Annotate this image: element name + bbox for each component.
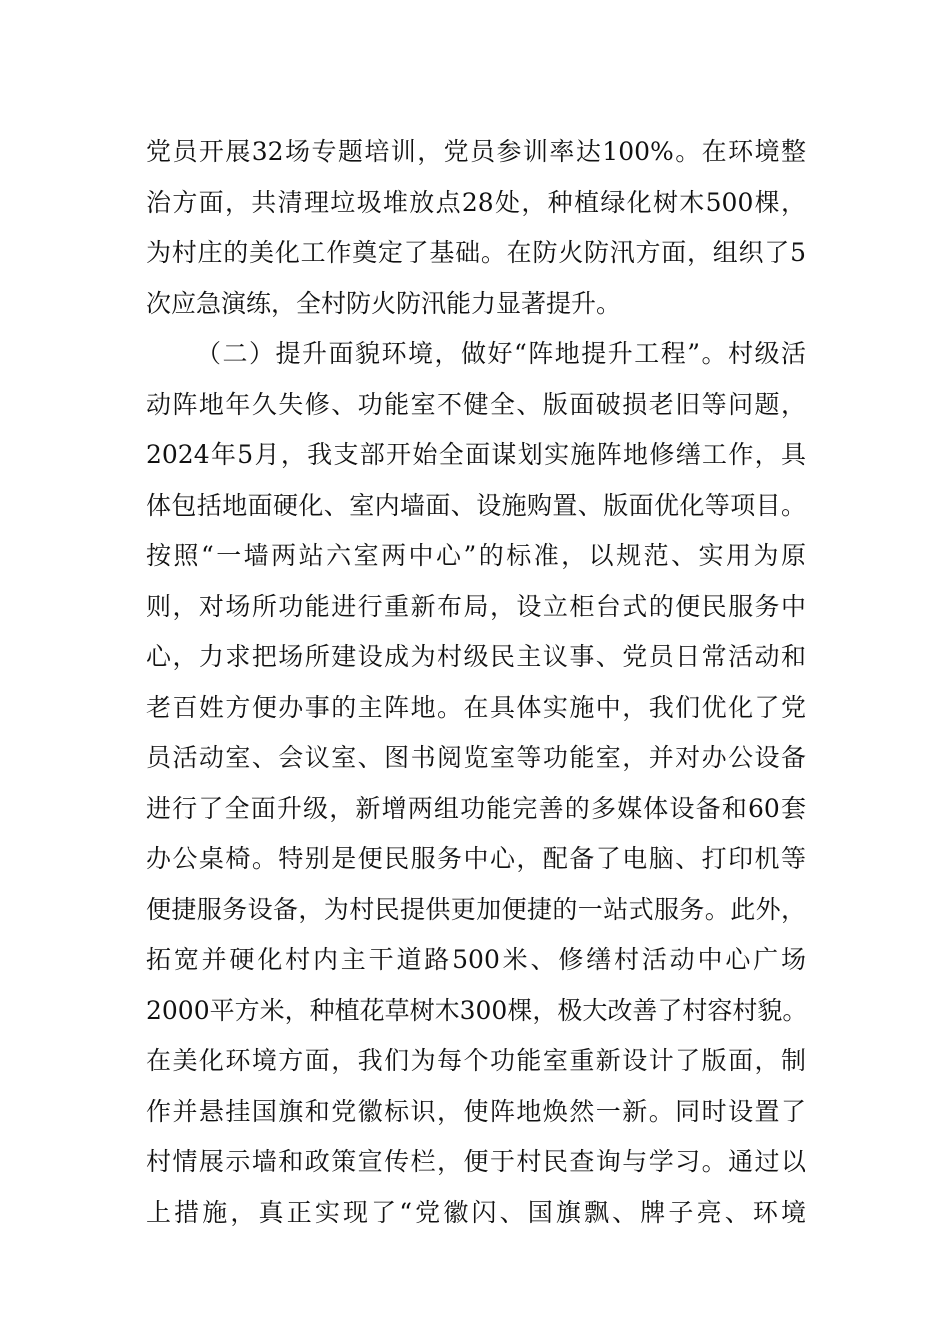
text-line: 为村庄的美化工作奠定了基础。在防火防汛方面，组织了5 — [146, 238, 806, 267]
text-line: 次应急演练，全村防火防汛能力显著提升。 — [146, 288, 622, 318]
text-line: 便捷服务设备，为村民提供更加便捷的一站式服务。此外， — [146, 894, 806, 924]
text-line: 则，对场所功能进行重新布局，设立柜台式的便民服务中 — [146, 591, 806, 621]
text-line: 进行了全面升级，新增两组功能完善的多媒体设备和60套 — [146, 793, 806, 823]
text-line: 2000平方米，种植花草树木300棵，极大改善了村容村貌。 — [146, 995, 808, 1025]
text-line: 按照“一墙两站六室两中心”的标准，以规范、实用为原 — [146, 541, 806, 570]
text-line: 员活动室、会议室、图书阅览室等功能室，并对办公设备 — [146, 743, 806, 772]
text-line: 老百姓方便办事的主阵地。在具体实施中，我们优化了党 — [146, 692, 806, 722]
text-line: 上措施，真正实现了“党徽闪、国旗飘、牌子亮、环境 — [146, 1197, 806, 1227]
text-line: 党员开展32场专题培训，党员参训率达100%。在环境整 — [146, 137, 806, 166]
text-line: 办公桌椅。特别是便民服务中心，配备了电脑、打印机等 — [146, 844, 806, 873]
text-line: 动阵地年久失修、功能室不健全、版面破损老旧等问题， — [146, 389, 806, 419]
text-line: 拓宽并硬化村内主干道路500米、修缮村活动中心广场 — [146, 945, 806, 974]
paragraph-heading-line: （二）提升面貌环境，做好“阵地提升工程”。村级活 — [196, 339, 806, 368]
text-line: 作并悬挂国旗和党徽标识，使阵地焕然一新。同时设置了 — [146, 1096, 806, 1126]
text-line: 治方面，共清理垃圾堆放点28处，种植绿化树木500棵， — [146, 187, 806, 217]
text-line: 村情展示墙和政策宣传栏，便于村民查询与学习。通过以 — [146, 1147, 806, 1176]
text-line: 在美化环境方面，我们为每个功能室重新设计了版面，制 — [146, 1046, 806, 1075]
text-line: 2024年5月，我支部开始全面谋划实施阵地修缮工作，具 — [146, 440, 806, 469]
body-text — [146, 127, 806, 1238]
text-line: 心，力求把场所建设成为村级民主议事、党员日常活动和 — [146, 642, 806, 671]
text-line: 体包括地面硬化、室内墙面、设施购置、版面优化等项目。 — [146, 490, 806, 520]
